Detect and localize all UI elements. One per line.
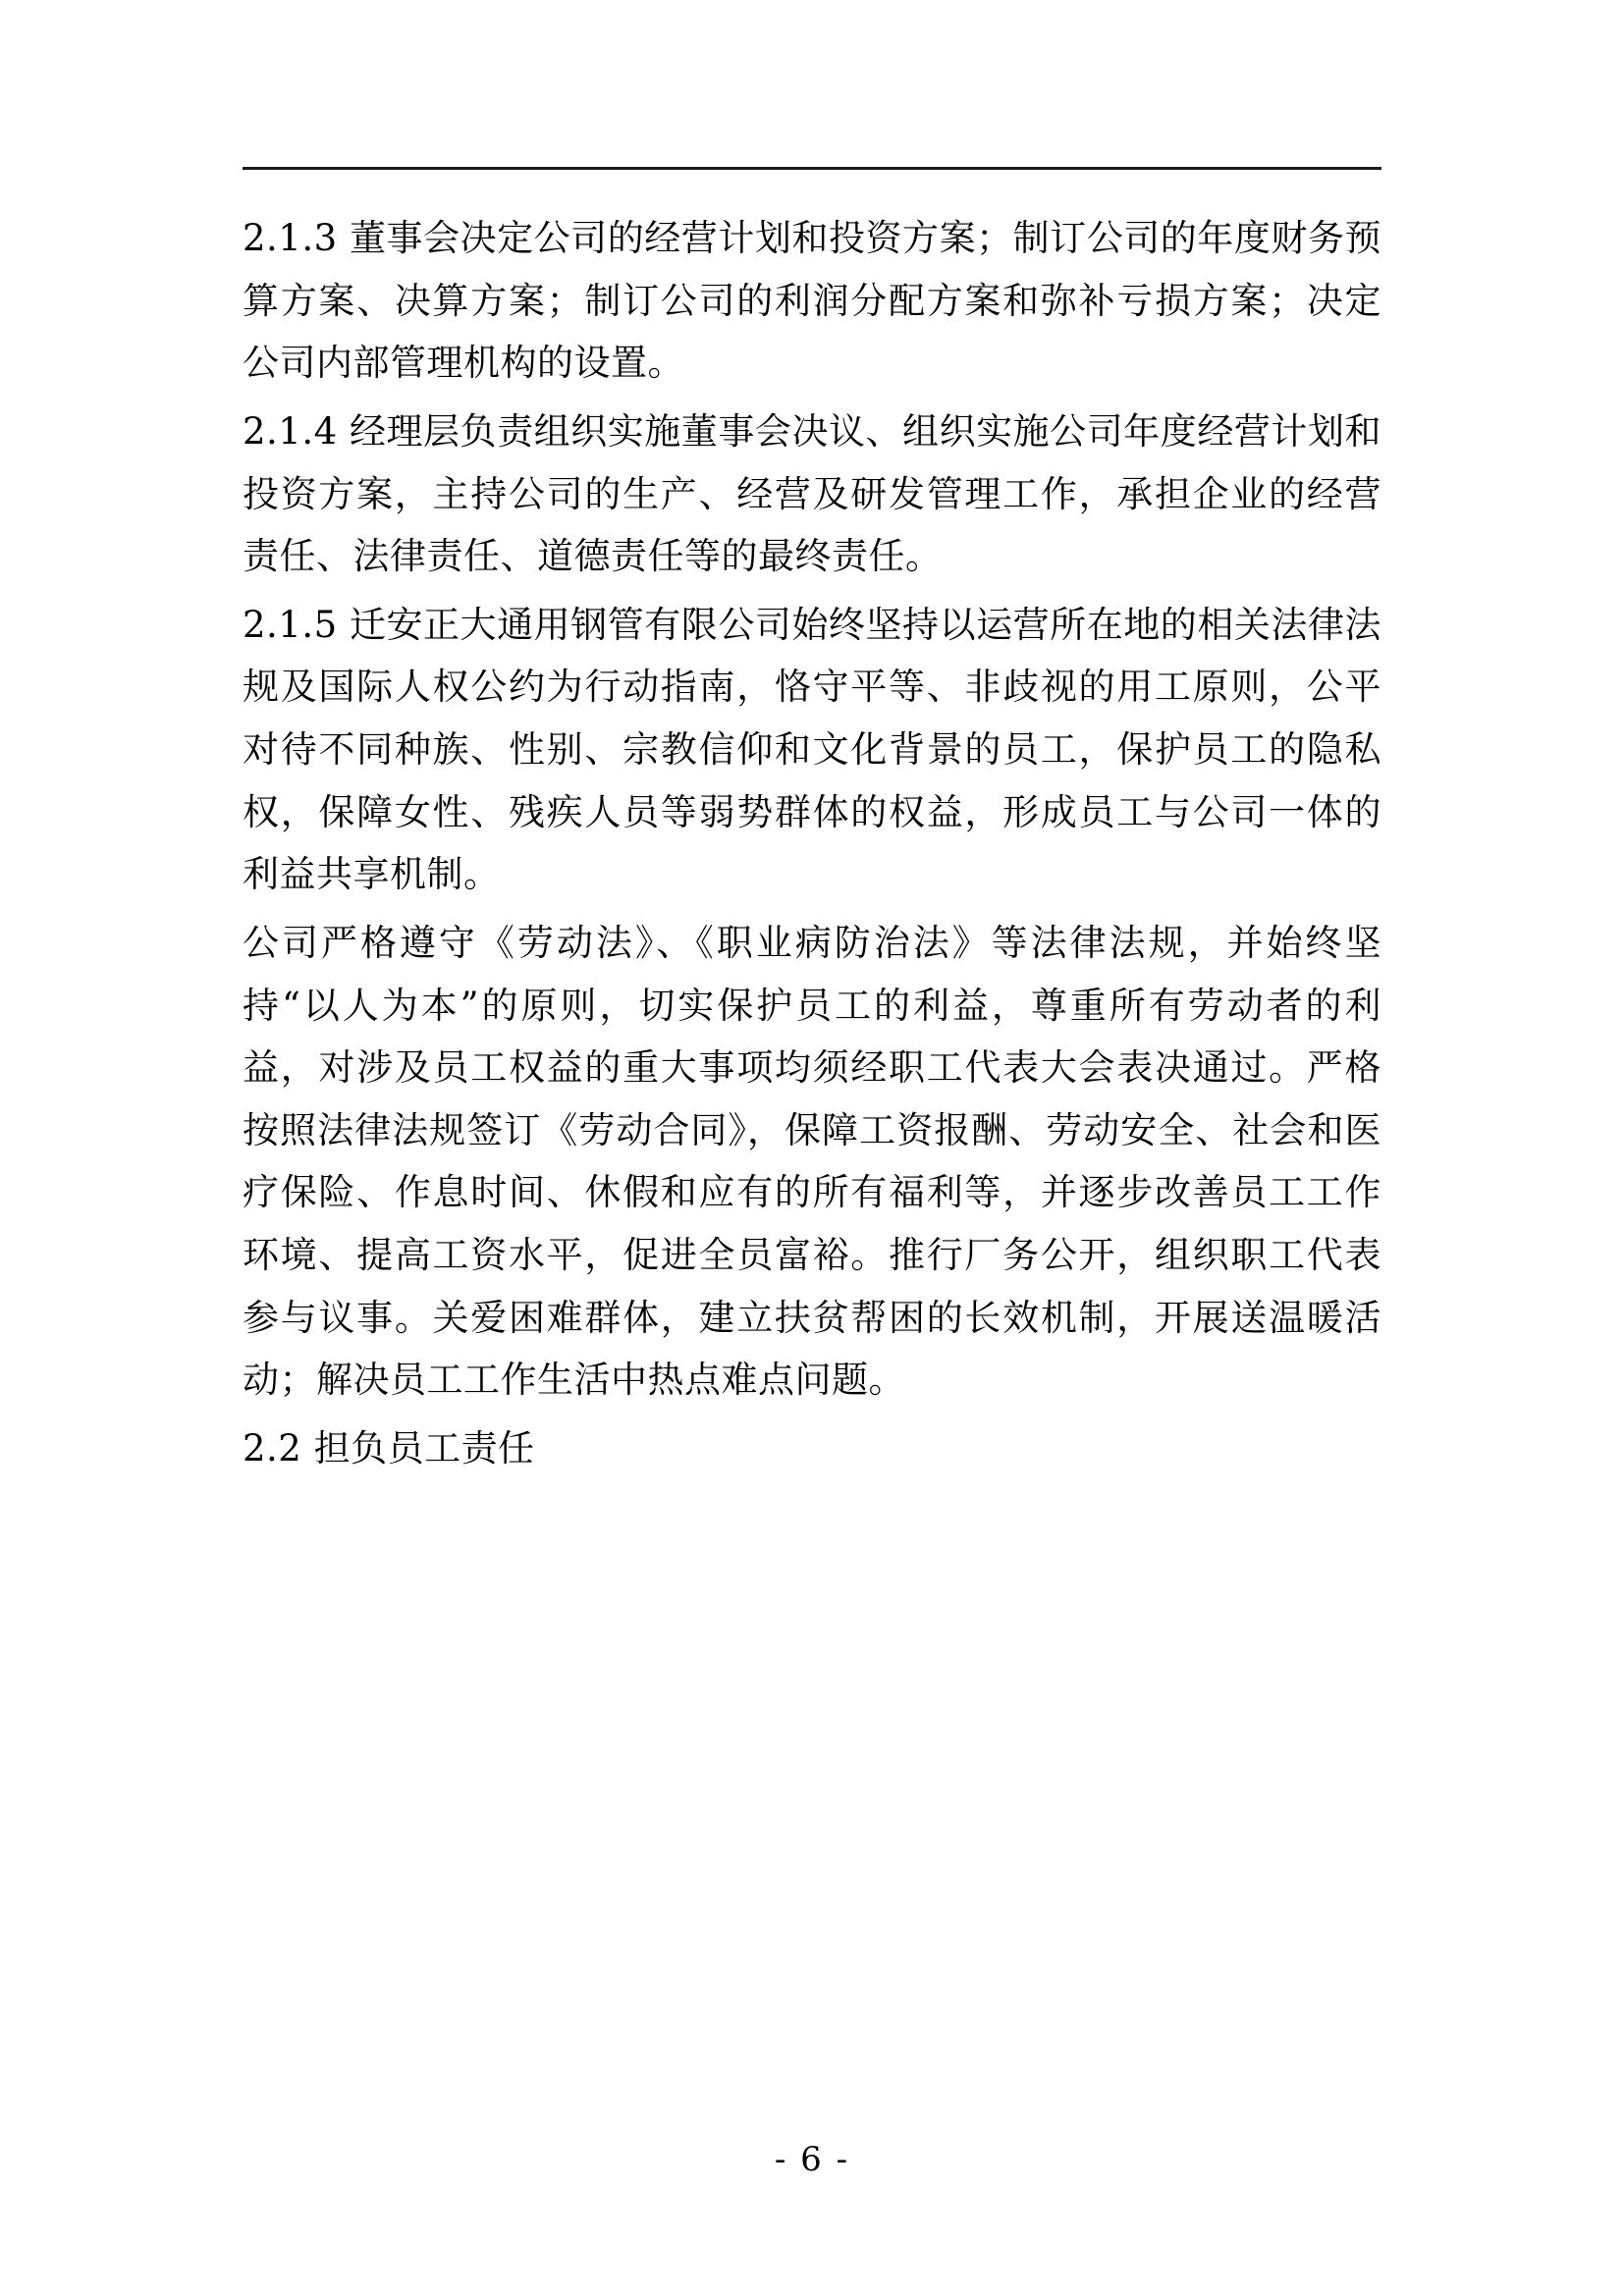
paragraph-clause-2-1-3: 2.1.3 董事会决定公司的经营计划和投资方案；制订公司的年度财务预算方案、决算方案；制订公司的利润分配方案和弥补亏损方案；决定公司内部管理机构的设置。 — [243, 217, 1381, 385]
page-content — [243, 167, 1381, 1480]
paragraph-labor-law: 公司严格遵守《劳动法》、《职业病防治法》等法律法规，并始终坚持“以人为本”的原则，切实保护员工的利益，尊重所有劳动者的利益，对涉及员工权益的重大事项均须经职工代表大会表决通过。严格按照法律法规签订《劳动合同》，保障工资报酬、劳动安全、社会和医疗保险、作息时间、休假和应有的所有福利等，并逐步改善员工工作环境、提高工资水平，促进全员富裕。推行厂务公开，组织职工代表参与议事。关爱困难群体，建立扶贫帮困的长效机制，开展送温暖活动；解决员工工作生活中热点难点问题。 — [243, 921, 1381, 1402]
paragraph-clause-2-1-4: 2.1.4 经理层负责组织实施董事会决议、组织实施公司年度经营计划和投资方案，主持公司的生产、经营及研发管理工作，承担企业的经营责任、法律责任、道德责任等的最终责任。 — [243, 409, 1381, 578]
paragraph-clause-2-1-5: 2.1.5 迁安正大通用钢管有限公司始终坚持以运营所在地的相关法律法规及国际人权公约为行动指南，恪守平等、非歧视的用工原则，公平对待不同种族、性别、宗教信仰和文化背景的员工，保护员工的隐私权，保障女性、残疾人员等弱势群体的权益，形成员工与公司一体的利益共享机制。 — [243, 603, 1381, 896]
heading-section-2-2: 2.2 担负员工责任 — [243, 1426, 535, 1469]
header-rule-divider — [243, 167, 1381, 170]
page-number: - 6 - — [774, 2140, 850, 2179]
